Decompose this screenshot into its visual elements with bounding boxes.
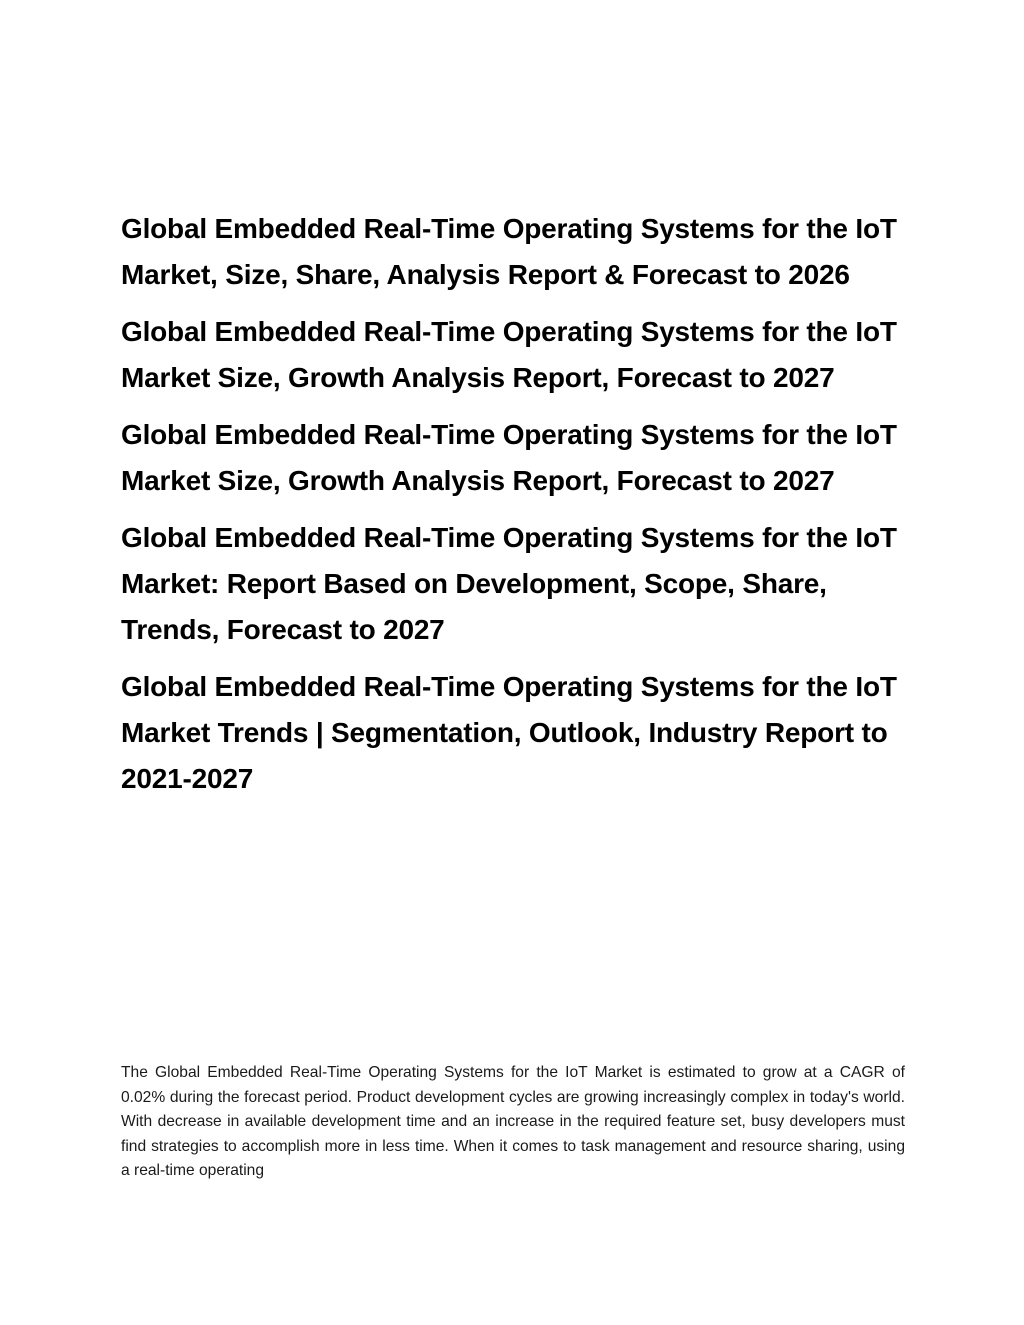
report-title-4: Global Embedded Real-Time Operating Systems for the IoT Market: Report Based on Development, Scope, Share, Trends, Forecast to 2027 [121,522,897,645]
report-title-2: Global Embedded Real-Time Operating Systems for the IoT Market Size, Growth Analysis Report, Forecast to 2027 [121,316,897,393]
report-title-3: Global Embedded Real-Time Operating Systems for the IoT Market Size, Growth Analysis Report, Forecast to 2027 [121,419,897,496]
report-title-5: Global Embedded Real-Time Operating Systems for the IoT Market Trends | Segmentation, Outlook, Industry Report to 2021-2027 [121,671,897,794]
report-title-1: Global Embedded Real-Time Operating Systems for the IoT Market, Size, Share, Analysis Report & Forecast to 2026 [121,213,897,290]
document-page [121,206,905,813]
body-paragraph: The Global Embedded Real-Time Operating Systems for the IoT Market is estimated to grow at a CAGR of 0.02% during the forecast period. Product development cycles are growing increasingly complex in today's world. With decrease in available development time and an increase in the required feature set, busy developers must find strategies to accomplish more in less time. When it comes to task management and resource sharing, using a real-time operating [121,1064,905,1179]
